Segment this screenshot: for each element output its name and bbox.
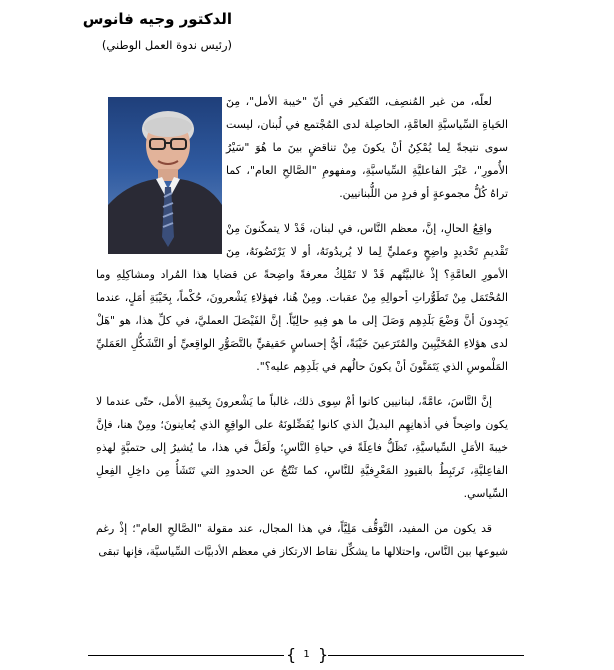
page-footer <box>0 645 614 665</box>
paragraph-1: لعلّه، من غير المُنصِف، التّفكير في أنّ "خيبة الأمل"، مِنَ الحَياةِ السِّياسيَّةِ العامَّةِ، الحاصِلة لدى المُجْتمع في لُبنان، ليست سوى نتيجةً لِما يُمْكِنُ أنْ يكونَ مِنْ تناقضٍ بينَ ما هُوَ "سَيْرُ الأُمورِ"، عَبْرَ الفاعليَّةِ السِّياسيَّةِ، ومفهومِ "الصَّالحِ العام"، كما تراهُ كُلُّ مجموعةٍ أو فردٍ من اللُّبنانيين. <box>226 95 508 200</box>
footer-rule-right <box>328 655 524 656</box>
paragraph-3: إنَّ النَّاسَ، عامَّةً، لبنانيين كانوا أمْ سِوى ذلك، غالباً ما يَشْعرونَ بِخَيبةِ الأمل، حتّى عندما لا يكون واضِحاً في أذهانِهِم البديلُ الذي كانوا يُفَضِّلونَهُ على الواقِعِ الذي يُعاينونَ؛ ومِنْ هنا، فإنَّ خيبةَ الأمَلِ السِّياسيَّةِ، تَظَلُّ فاعِلَةً في حياةِ النَّاسِ؛ ولَعَلَّ في هذا، ما يُشيرُ إلى حتميَّةٍ لهذهِ الفاعِليَّةِ، تَرتَبِطُ بالقيودِ المَعْرِفيَّةِ للنَّاسِ، كما تَنْتُجُ عن الحدودِ التي تَتَشَأُ مِن داخِلِ الفِعلِ السِّياسي. <box>96 395 508 500</box>
footer-rule-left <box>88 655 284 656</box>
brace-right-icon: } <box>318 645 329 664</box>
author-role: (رئيس ندوة العمل الوطني) <box>101 38 232 52</box>
author-name: الدكتور وجيه فانوس <box>82 10 232 28</box>
paragraph-2: واقِعُ الحالِ، إنَّ، معظم النَّاس، في لبنان، قَدْ لا يتمكّنونَ مِنْ تَقْديمِ تَحْديدٍ واضِحٍ وعمليٍّ لِما لا يُريدُونَهُ، أو لا يَرْتَضُونَهُ، مِنَ الأمورِ العامَّةِ؟ إذْ غالبيَّتُهم قَدْ لا تَمْلِكُ معرفةً واضِحةً عن قضايا هذا المُراد ومشاكِلِهِ وما المُحْتَمَل مِنْ تَطَوُّراتِ أحوالِهِ مِنْ عقبات. ومِنْ هُنا، فهؤلاءِ يَشْعرونَ، حُكْماً، بِخَيْبَةِ أمَلٍ، عندما يَجِدونَ أنَّ وَضْعَ بَلَدِهِم وَصَلَ إلى ما هو فِيهِ حالِيّاً. إنَّ الفَيْصَلَ العمليَّ، في كلِّ هذا، هو "هَلْ لدى هؤلاءِ المُخَيَّبِينَ والمُتَرَعينَ خَيْبَةً، أيُّ إحساسٍ حَقيقيٍّ بالتَّصَوُّرِ الواقِعيِّ أو التَّشَكُّلِ العَمَليِّ المَلْموسِ الذي يَتَمَنَّونَ أنْ يكونَ حالُهم في بَلَدِهِم عليه؟". <box>96 222 508 373</box>
paragraph-4: قد يكون من المفيد، التَّوَقُّف مَلِيَّاً، في هذا المجال، عند مقولة "الصَّالحِ العام"؛ إذْ رغم شيوعها بين النَّاس، واحتلالها ما يشكِّل نقاط الارتكاز في معظم الأدبيَّات السِّياسيَّة، فإنها تبقى <box>96 522 508 558</box>
page-number: 1 <box>303 649 310 660</box>
article-body <box>96 90 508 575</box>
photo-spacer <box>96 90 226 260</box>
brace-left-icon: { <box>286 645 297 664</box>
